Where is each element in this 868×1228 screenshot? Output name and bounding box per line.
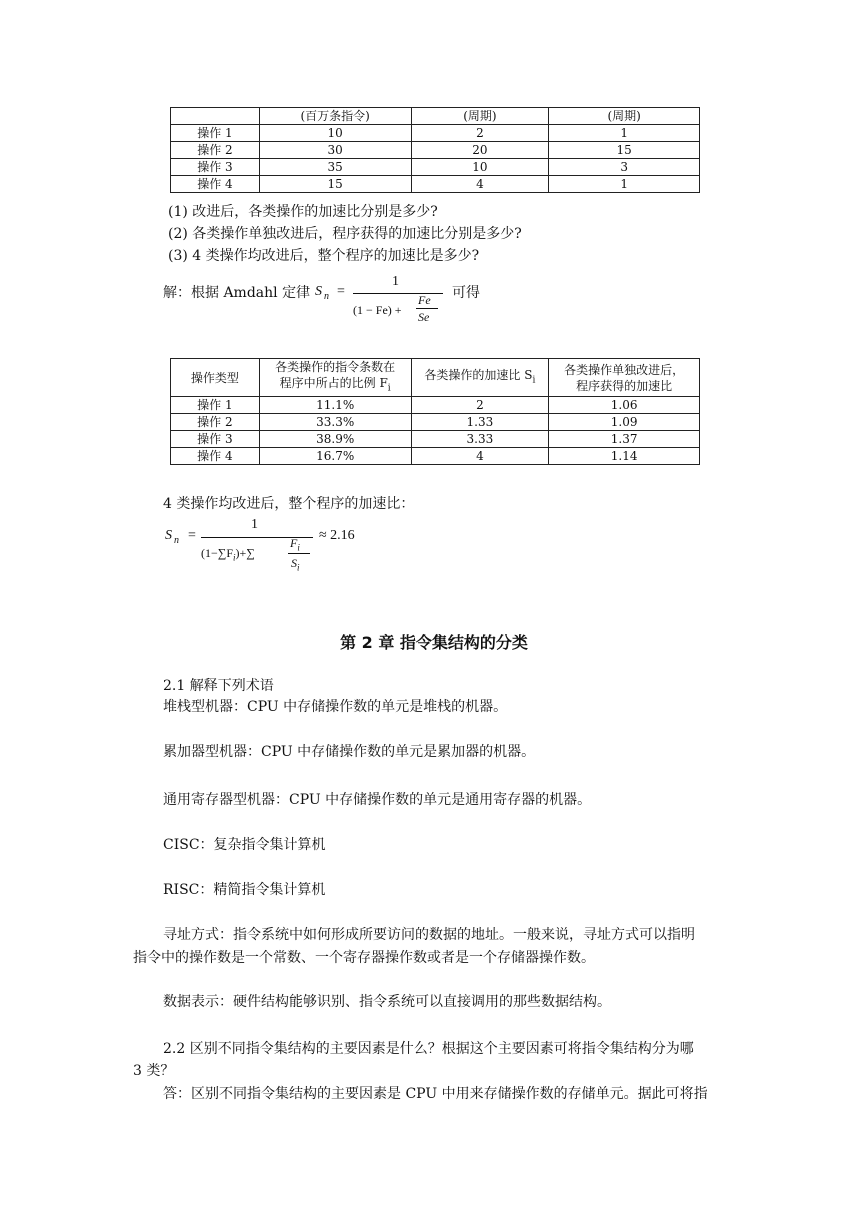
table-cell: 16.7% xyxy=(259,448,411,465)
chapter-title: 第 2 章 指令集结构的分类 xyxy=(340,633,528,652)
term-stack: 堆栈型机器：CPU 中存储操作数的单元是堆栈的机器。 xyxy=(163,699,508,715)
table-cell: 10 xyxy=(411,159,549,176)
table-row xyxy=(171,159,700,176)
table-cell: 35 xyxy=(259,159,411,176)
header-sub: i xyxy=(387,383,391,394)
denom-mid: )+∑ xyxy=(235,546,255,560)
term-risc: RISC：精简指令集计算机 xyxy=(163,882,326,898)
table-cell: 15 xyxy=(259,176,411,193)
formula-lhs-sub: n xyxy=(324,291,329,302)
overall-inner-bar xyxy=(288,553,310,554)
overall-label: 4 类操作均改进后，整个程序的加速比： xyxy=(163,496,415,512)
table-cell: 38.9% xyxy=(259,431,411,448)
table-cell: 1.14 xyxy=(549,448,700,465)
table-cell: 1 xyxy=(549,125,700,142)
table-cell: 操作类型 xyxy=(171,359,260,397)
overall-numerator: 1 xyxy=(251,517,258,532)
overall-eq: = xyxy=(188,528,196,543)
formula-denom: (1 − Fe) + xyxy=(353,303,402,317)
overall-denom-left xyxy=(201,546,255,562)
table-cell: 1 xyxy=(549,176,700,193)
table-cell: 3.33 xyxy=(411,431,549,448)
table-cell xyxy=(171,108,260,125)
amdahl-formula xyxy=(313,274,443,334)
table-cell: 1.37 xyxy=(549,431,700,448)
table-header-row xyxy=(171,359,700,397)
table-cell: (百万条指令) xyxy=(259,108,411,125)
overall-formula xyxy=(163,516,393,582)
overall-lhs: S xyxy=(165,528,172,543)
overall-fi xyxy=(290,536,300,552)
table-row xyxy=(171,176,700,193)
table-row xyxy=(171,448,700,465)
table-cell: 3 xyxy=(549,159,700,176)
term-register: 通用寄存器型机器：CPU 中存储操作数的单元是通用寄存器的机器。 xyxy=(163,792,592,808)
term-accumulator: 累加器型机器：CPU 中存储操作数的单元是累加器的机器。 xyxy=(163,744,536,760)
formula-numerator: 1 xyxy=(392,274,399,289)
table-cell: 操作 4 xyxy=(171,448,260,465)
table-cell: (周期) xyxy=(549,108,700,125)
fi-sub: i xyxy=(297,542,300,553)
solution-prefix: 解：根据 Amdahl 定律 xyxy=(163,285,311,301)
table-cell xyxy=(259,359,411,397)
table-cell: 操作 3 xyxy=(171,431,260,448)
denom-sub: i xyxy=(233,552,236,563)
section-2-2-answer: 答：区别不同指令集结构的主要因素是 CPU 中用来存储操作数的存储单元。据此可将指 xyxy=(163,1086,708,1102)
term-data-representation: 数据表示：硬件结构能够识别、指令系统可以直接调用的那些数据结构。 xyxy=(163,994,611,1010)
header-sub: i xyxy=(532,375,536,386)
table-cell: (周期) xyxy=(411,108,549,125)
formula-fe: Fe xyxy=(418,293,431,307)
table-cell: 各类操作单独改进后， 程序获得的加速比 xyxy=(549,359,700,397)
fi-text: F xyxy=(290,536,298,550)
solution-suffix: 可得 xyxy=(452,285,480,301)
table-cell: 10 xyxy=(259,125,411,142)
overall-result: ≈ 2.16 xyxy=(319,528,355,543)
table-cell: 4 xyxy=(411,448,549,465)
table-cell: 1.09 xyxy=(549,414,700,431)
term-cisc: CISC：复杂指令集计算机 xyxy=(163,837,326,853)
table-cell: 30 xyxy=(259,142,411,159)
speedup-table xyxy=(170,358,700,465)
table-row xyxy=(171,431,700,448)
table-cell: 操作 2 xyxy=(171,414,260,431)
table-cell xyxy=(411,359,549,397)
table-row xyxy=(171,397,700,414)
table-cell: 20 xyxy=(411,142,549,159)
table-header-row xyxy=(171,108,700,125)
table-cell: 操作 2 xyxy=(171,142,260,159)
header-text: 各类操作的加速比 S xyxy=(424,368,533,382)
term-addressing-line2: 指令中的操作数是一个常数、一个寄存器操作数或者是一个存储器操作数。 xyxy=(133,950,595,966)
question-3: (3) 4 类操作均改进后，整个程序的加速比是多少? xyxy=(168,248,480,264)
question-1: (1) 改进后，各类操作的加速比分别是多少? xyxy=(168,204,438,220)
overall-lhs-sub: n xyxy=(174,535,179,546)
question-2: (2) 各类操作单独改进后，程序获得的加速比分别是多少? xyxy=(168,226,522,242)
term-addressing-line1: 寻址方式：指令系统中如何形成所要访问的数据的地址。一般来说，寻址方式可以指明 xyxy=(163,927,695,943)
table-row xyxy=(171,142,700,159)
header-text: 各类操作的指令条数在 程序中所占的比例 F xyxy=(275,360,396,390)
section-2-1-title: 2.1 解释下列术语 xyxy=(163,678,274,694)
table-cell: 2 xyxy=(411,397,549,414)
table-cell: 2 xyxy=(411,125,549,142)
table-cell: 操作 4 xyxy=(171,176,260,193)
table-cell: 15 xyxy=(549,142,700,159)
si-text: S xyxy=(291,556,297,570)
table-cell: 操作 3 xyxy=(171,159,260,176)
formula-se: Se xyxy=(418,310,430,324)
table-cell: 操作 1 xyxy=(171,397,260,414)
section-2-2-question-line1: 2.2 区别不同指令集结构的主要因素是什么？根据这个主要因素可将指令集结构分为哪 xyxy=(163,1041,694,1057)
table-cell: 4 xyxy=(411,176,549,193)
denom-text: (1−∑F xyxy=(201,546,233,560)
overall-si xyxy=(291,556,300,572)
table-cell: 操作 1 xyxy=(171,125,260,142)
formula-eq: = xyxy=(337,284,345,299)
si-sub: i xyxy=(297,562,300,573)
section-2-2-question-line2: 3 类？ xyxy=(133,1063,175,1079)
table-cell: 33.3% xyxy=(259,414,411,431)
inner-fraction-bar xyxy=(416,308,438,309)
table-cell: 11.1% xyxy=(259,397,411,414)
table-cell: 1.06 xyxy=(549,397,700,414)
table-row xyxy=(171,414,700,431)
table-row xyxy=(171,125,700,142)
formula-lhs: S xyxy=(315,284,322,299)
operation-table xyxy=(170,107,700,193)
table-cell: 1.33 xyxy=(411,414,549,431)
